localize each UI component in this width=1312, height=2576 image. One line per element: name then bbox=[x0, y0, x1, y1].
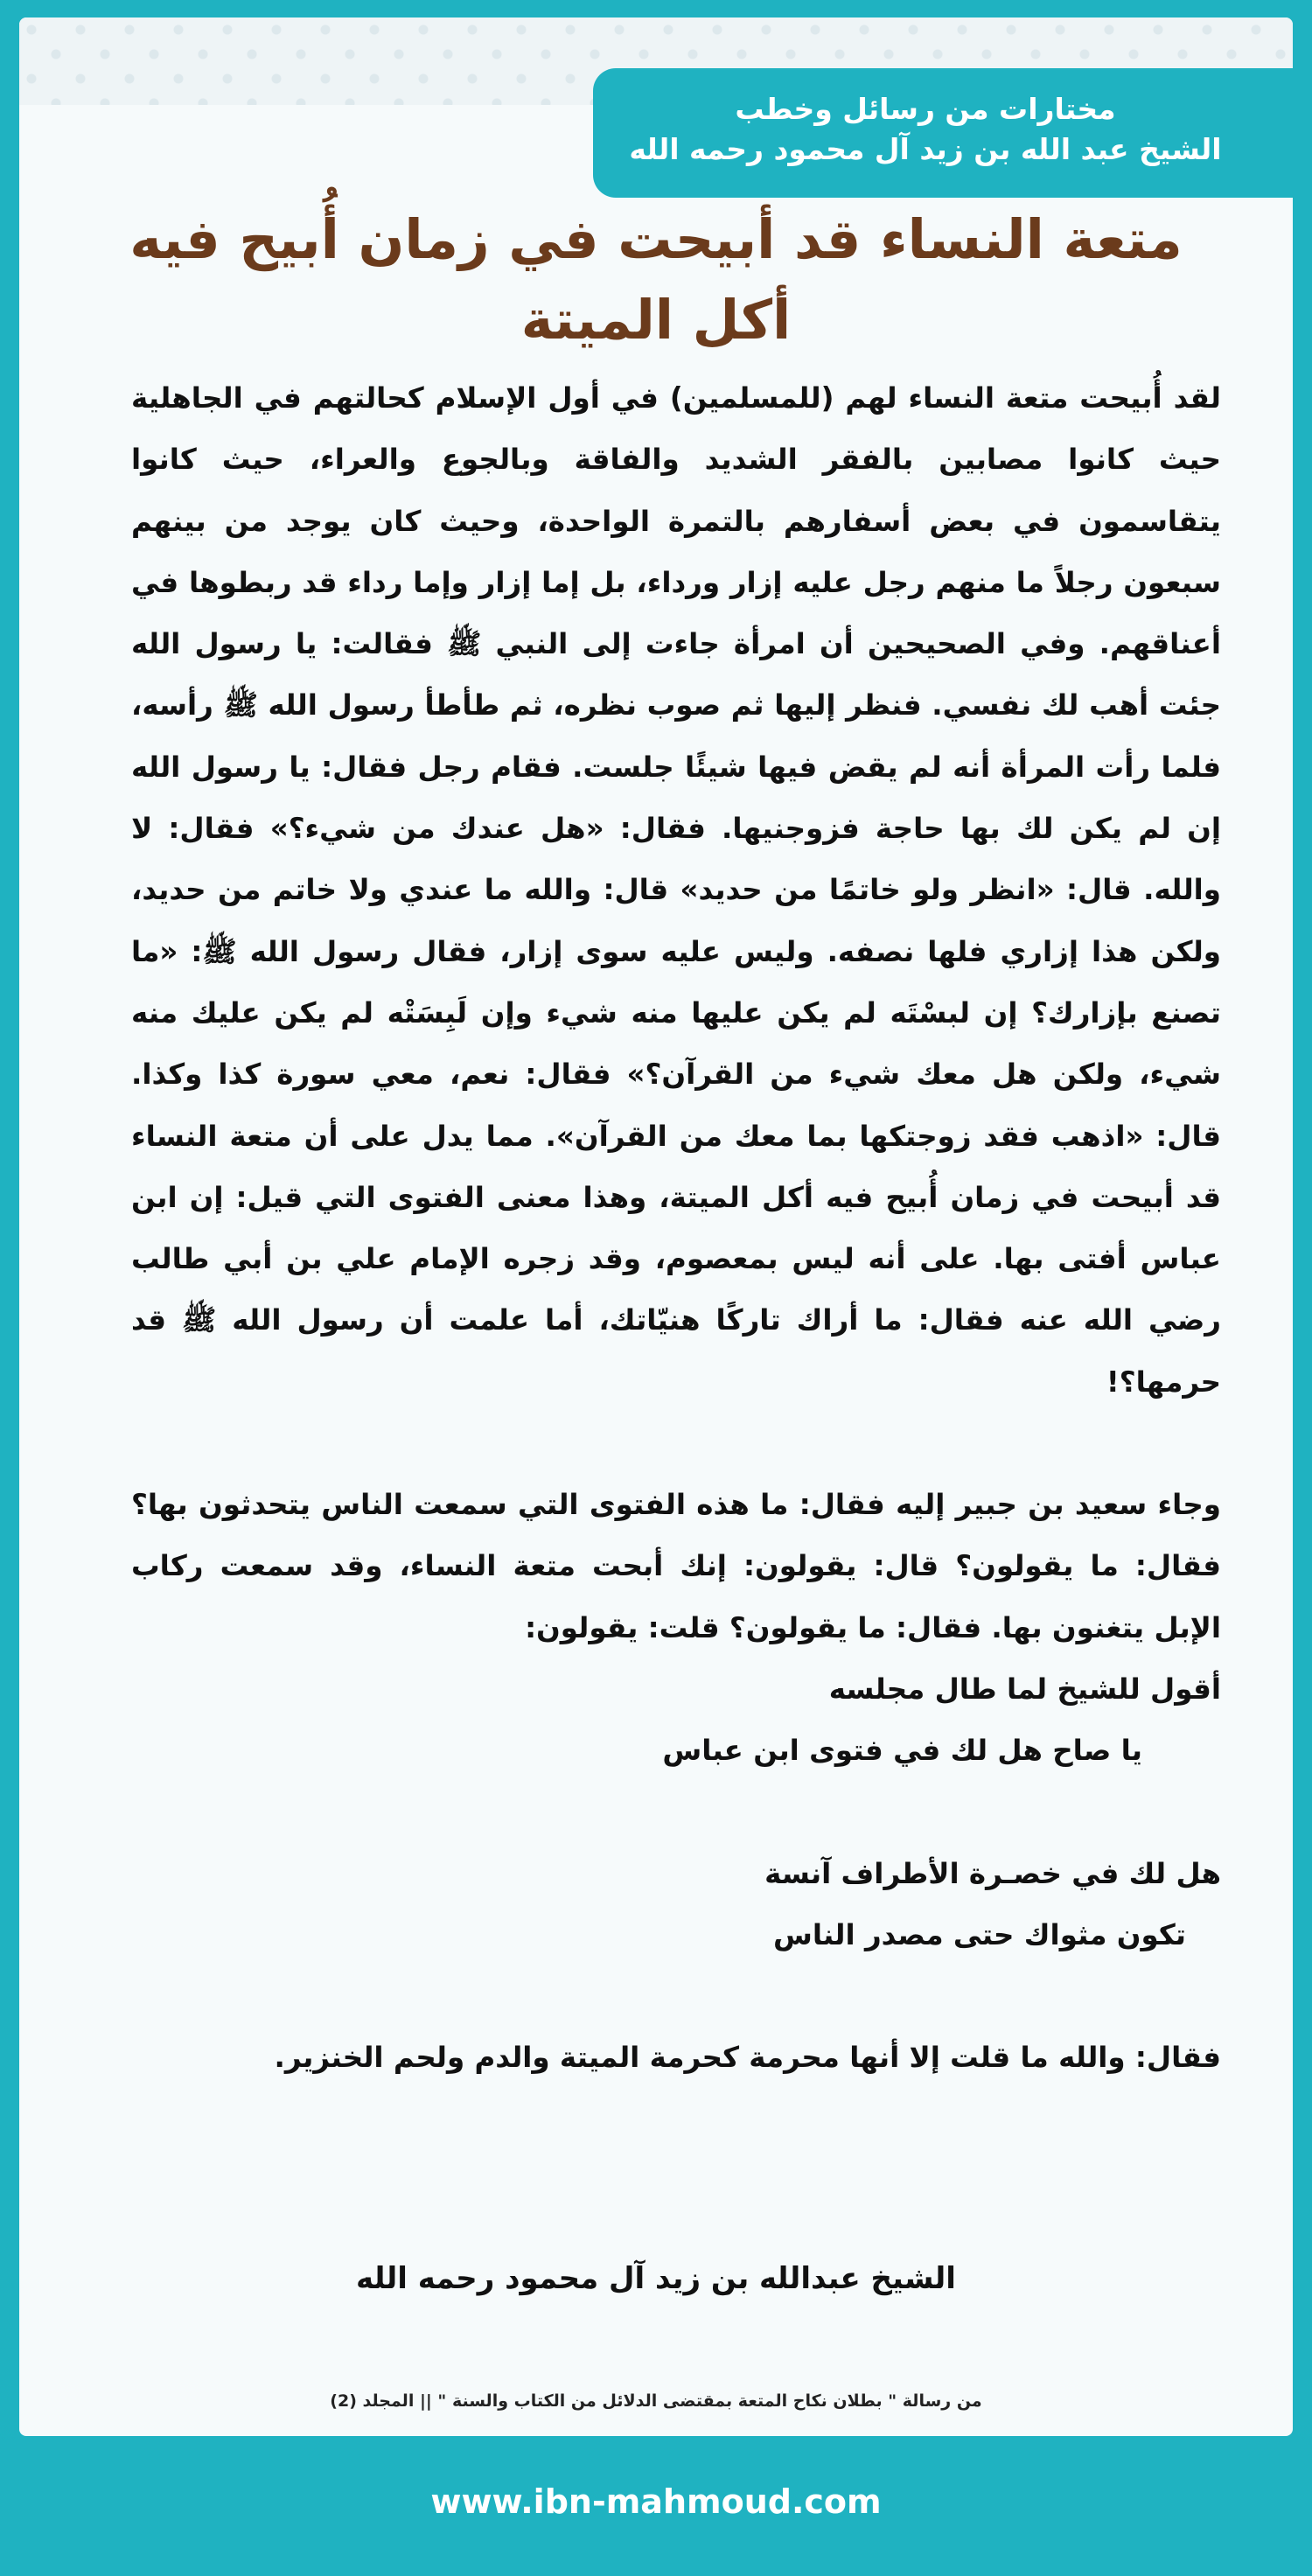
verse-line-2: يا صاح هل لك في فتوى ابن عباس bbox=[662, 1734, 1142, 1768]
page-frame bbox=[19, 17, 1293, 2436]
verse-line-3: هل لك في خصـرة الأطراف آنسة bbox=[764, 1856, 1221, 1890]
header-line-1: مختارات من رسائل وخطب bbox=[735, 92, 1116, 126]
verse-line-4: تكون مثواك حتى مصدر الناس bbox=[772, 1917, 1186, 1951]
website-link[interactable]: www.ibn-mahmoud.com bbox=[430, 2482, 882, 2521]
header-line-2: الشيخ عبد الله بن زيد آل محمود رحمه الله bbox=[629, 132, 1222, 166]
paragraph-2: وجاء سعيد بن جبير إليه فقال: ما هذه الفتوى التي سمعت الناس يتحدثون بها؟ فقال: ما يقولون؟ قال: يقولون: إنك أبحت متعة النساء، وقد سمعت ركاب الإبل يتغنون بها. فقال: ما يقولون؟ قلت: يقولون: bbox=[131, 1488, 1221, 1644]
header-banner bbox=[593, 68, 1293, 198]
article-body bbox=[131, 367, 1221, 2088]
article-title: متعة النساء قد أبيحت في زمان أُبيح فيه أكل الميتة bbox=[129, 207, 1183, 352]
source-citation: من رسالة " بطلان نكاح المتعة بمقتضى الدلائل من الكتاب والسنة " || المجلد (2) bbox=[330, 2391, 982, 2411]
paragraph-1: لقد أُبيحت متعة النساء لهم (للمسلمين) في أول الإسلام كحالتهم في الجاهلية حيث كانوا مصابين بالفقر الشديد والفاقة وبالجوع والعراء، حيث كانوا يتقاسمون في بعض أسفارهم بالتمرة الواحدة، وحيث كان يوجد من بينهم سبعون رجلاً ما منهم رجل عليه إزار ورداء، بل إما إزار وإما رداء قد ربطوها في أعناقهم. وفي الصحيحين أن امرأة جاءت إلى النبي ﷺ فقالت: يا رسول الله جئت أهب لك نفسي. فنظر إليها ثم صوب نظره، ثم طأطأ رسول الله ﷺ رأسه، فلما رأت المرأة أنه لم يقض فيها شيئًا جلست. فقام رجل فقال: يا رسول الله إن لم يكن لك بها حاجة فزوجنيها. فقال: «هل عندك من شيء؟» فقال: لا والله. قال: «انظر ولو خاتمًا من حديد» قال: والله ما عندي ولا خاتم من حديد، ولكن هذا إزاري فلها نصفه. وليس عليه سوى إزار، فقال رسول الله ﷺ: «ما تصنع بإزارك؟ إن لبسْتَه لم يكن عليها منه شيء وإن لَبِسَتْه لم يكن عليك منه شيء، ولكن هل معك شيء من القرآن؟» فقال: نعم، معي سورة كذا وكذا. قال: «اذهب فقد زوجتكها بما معك من القرآن». مما يدل على أن متعة النساء قد أبيحت في زمان أُبيح فيه أكل الميتة، وهذا معنى الفتوى التي قيل: إن ابن عباس أفتى بها. على أنه ليس بمعصوم، وقد زجره الإمام علي بن أبي طالب رضي الله عنه فقال: ما أراك تاركًا هنيّاتك، أما علمت أن رسول الله ﷺ قد حرمها؟! bbox=[131, 381, 1221, 1399]
closing-paragraph: فقال: والله ما قلت إلا أنها محرمة كحرمة الميتة والدم ولحم الخنزير. bbox=[274, 2041, 1221, 2075]
author-signature: الشيخ عبدالله بن زيد آل محمود رحمه الله bbox=[356, 2261, 956, 2296]
verse-line-1: أقول للشيخ لما طال مجلسه bbox=[828, 1672, 1221, 1706]
